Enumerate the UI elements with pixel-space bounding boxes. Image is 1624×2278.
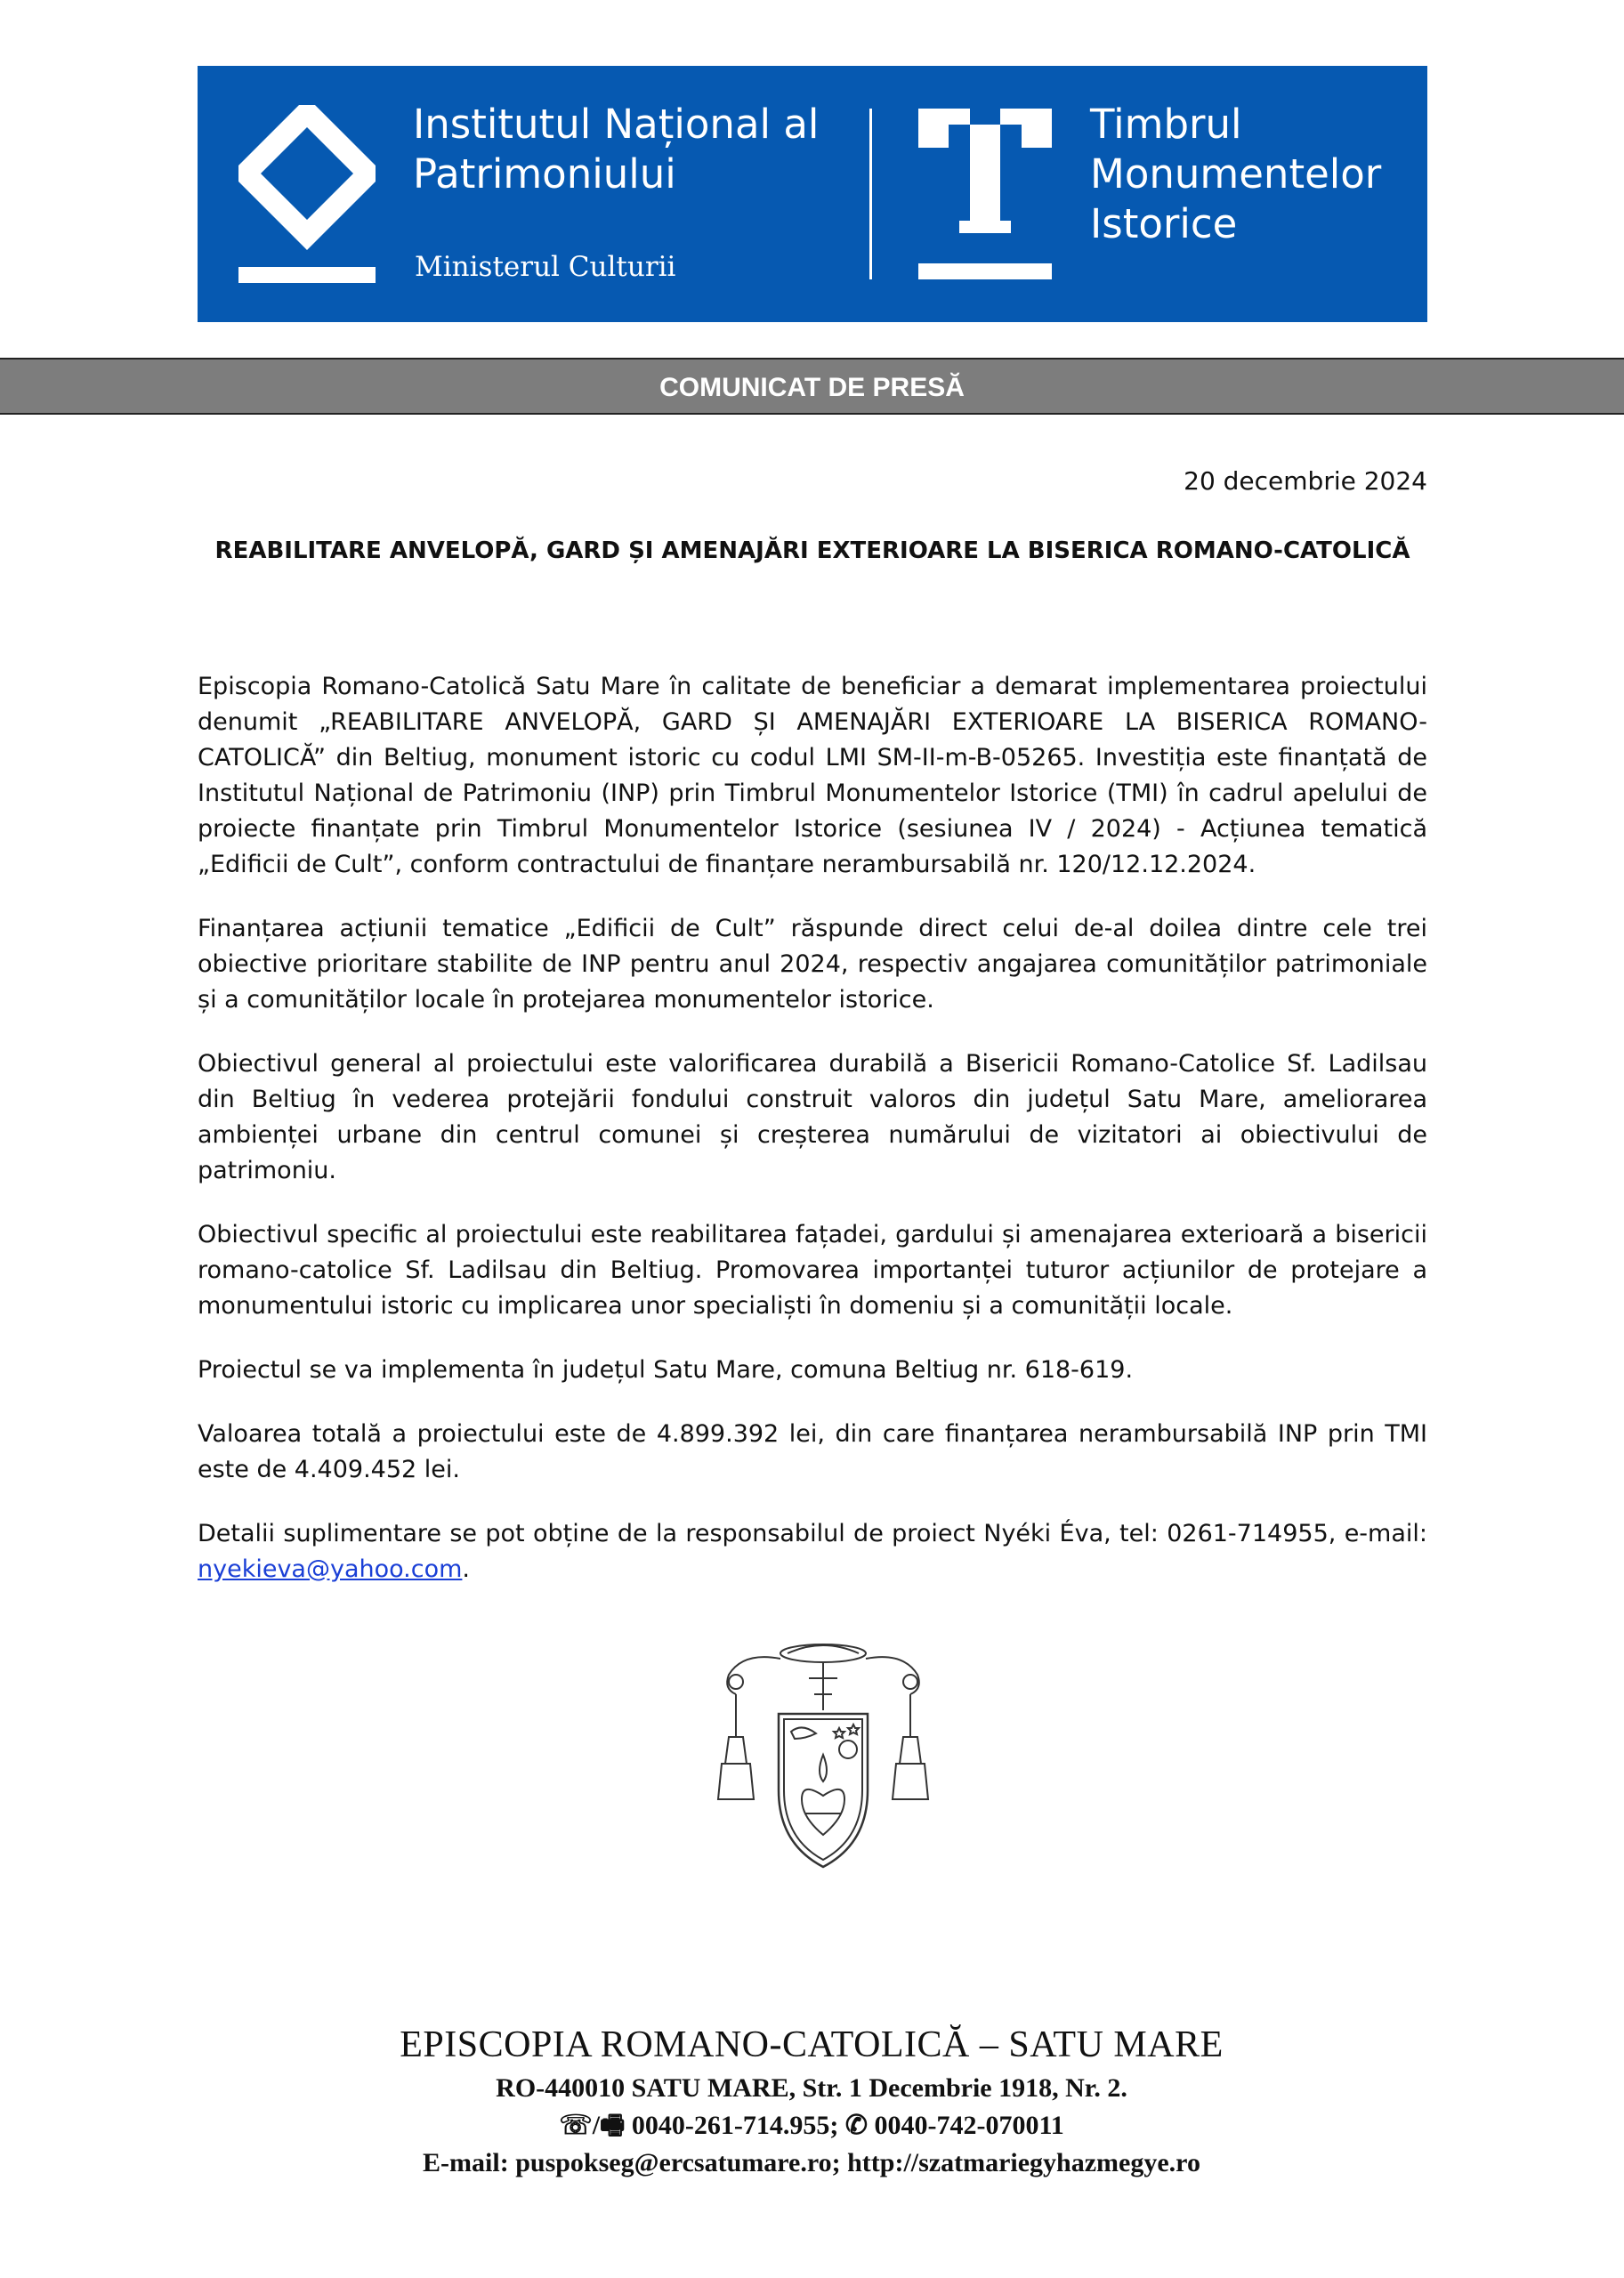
inp-name — [413, 100, 858, 199]
tmi-name-line-2: Monumentelor — [1090, 150, 1382, 198]
paragraph-3: Obiectivul general al proiectului este valorificarea durabilă a Bisericii Romano-Catolice Sf. Ladilsau din Beltiug în vederea protejării fondului construit valoros din județul Satu Mare, ameliorarea ambienței urbane din centrul comunei și creșterea numărului de vizitatori ai obiectivului de patrimoniu. — [198, 1050, 1427, 1184]
paragraph-2: Finanțarea acțiunii tematice „Edificii de Cult” răspunde direct celui de-al doilea dintre cele trei obiective prioritare stabilite de INP pentru anul 2024, respectiv angajarea comunităților patrimoniale și a comunităților locale în protejarea monumentelor istorice. — [198, 915, 1427, 1014]
press-release-bar: COMUNICAT DE PRESĂ — [0, 358, 1624, 415]
header-banner — [198, 66, 1427, 322]
release-body — [198, 669, 1427, 1616]
footer-email-web: E-mail: puspokseg@ercsatumare.ro; http://szatmariegyhazmegye.ro — [423, 2148, 1200, 2177]
footer-address: RO-440010 SATU MARE, Str. 1 Decembrie 1918, Nr. 2. — [496, 2073, 1127, 2103]
contact-end: . — [462, 1555, 471, 1583]
footer-phones: ☏/🖷 0040-261-714.955; ✆ 0040-742-070011 — [559, 2111, 1064, 2140]
episcopal-coat-of-arms-icon — [716, 1639, 930, 1879]
paragraph-5: Proiectul se va implementa în județul Satu Mare, comuna Beltiug nr. 618-619. — [198, 1356, 1134, 1384]
tmi-name — [1090, 100, 1419, 249]
paragraph-7 — [198, 1516, 1427, 1587]
inp-diamond-logo-icon — [238, 105, 376, 283]
release-title: REABILITARE ANVELOPĂ, GARD ȘI AMENAJĂRI EXTERIOARE LA BISERICA ROMANO-CATOLICĂ — [214, 537, 1410, 564]
banner-divider — [869, 109, 872, 279]
tmi-name-line-1: Timbrul — [1090, 101, 1242, 148]
inp-name-line-2: Patrimoniului — [413, 150, 676, 198]
tmi-name-line-3: Istorice — [1090, 200, 1238, 247]
paragraph-1: Episcopia Romano-Catolică Satu Mare în calitate de beneficiar a demarat implementarea proiectului denumit „REABILITARE ANVELOPĂ, GARD ȘI AMENAJĂRI EXTERIOARE LA BISERICA ROMANO-CATOLICĂ” din Beltiug, monument istoric cu codul LMI SM-II-m-B-05265. Investiția este finanțată de Institutul Național de Patrimoniu (INP) prin Timbrul Monumentelor Istorice (TMI) în cadrul apelului de proiecte finanțate prin Timbrul Monumentelor Istorice (sesiunea IV / 2024) - Acțiunea tematică „Edificii de Cult”, conform contractului de finanțare nerambursabilă nr. 120/12.12.2024. — [198, 673, 1427, 878]
paragraph-4: Obiectivul specific al proiectului este reabilitarea fațadei, gardului și amenajarea exterioară a bisericii romano-catolice Sf. Ladilsau din Beltiug. Promovarea importanței tuturor acțiunilor de protejare a monumentului istoric cu implicarea unor specialiști în domeniu și a comunității locale. — [198, 1221, 1427, 1320]
footer — [313, 2020, 1310, 2182]
inp-name-line-1: Institutul Național al — [413, 101, 820, 148]
contact-email-link[interactable]: nyekieva@yahoo.com — [198, 1555, 463, 1583]
tmi-t-logo-icon — [918, 109, 1052, 279]
contact-text: Detalii suplimentare se pot obține de la responsabilul de proiect Nyéki Éva, tel: 0261-714955, e-mail: — [198, 1520, 1427, 1547]
footer-organization: EPISCOPIA ROMANO-CATOLICĂ – SATU MARE — [400, 2024, 1224, 2065]
release-date: 20 decembrie 2024 — [1184, 466, 1427, 496]
ministry-label: Ministerul Culturii — [415, 251, 676, 283]
paragraph-6: Valoarea totală a proiectului este de 4.899.392 lei, din care finanțarea nerambursabilă INP prin TMI este de 4.409.452 lei. — [198, 1420, 1427, 1483]
